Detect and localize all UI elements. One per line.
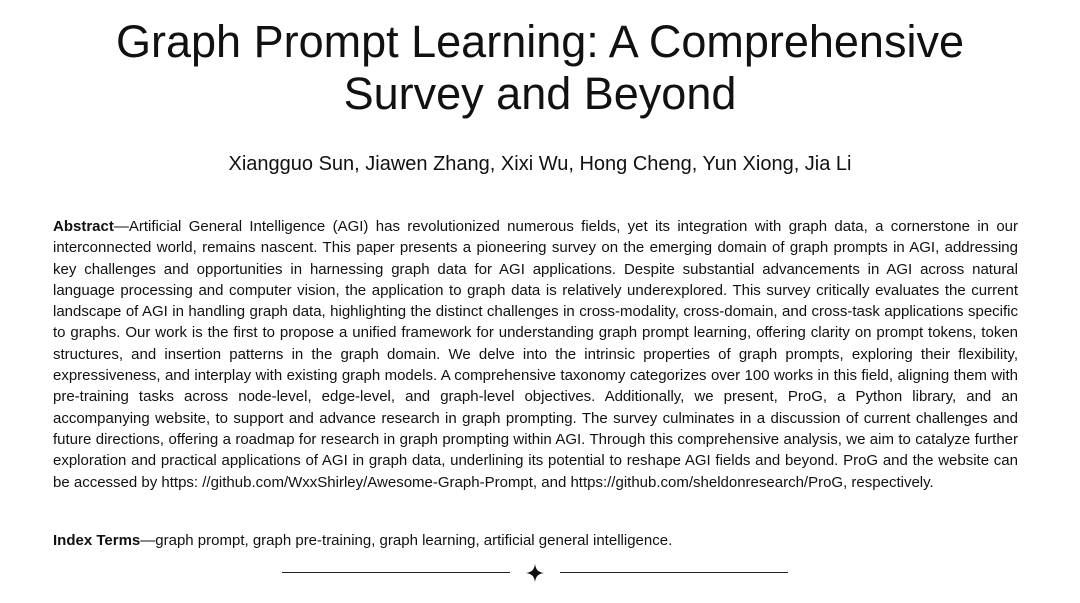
index-terms	[53, 530, 1018, 551]
author-list: Xiangguo Sun, Jiawen Zhang, Xixi Wu, Hong Cheng, Yun Xiong, Jia Li	[228, 153, 852, 175]
index-terms-label: Index Terms	[53, 532, 141, 549]
index-terms-body: —graph prompt, graph pre-training, graph learning, artificial general intelligence.	[140, 532, 673, 549]
abstract-label: Abstract	[53, 218, 114, 235]
divider-left-rule	[282, 572, 510, 573]
abstract	[53, 216, 1018, 493]
divider-right-rule	[560, 572, 788, 573]
paper-title-line-2: Survey and Beyond	[343, 68, 737, 119]
abstract-body: —Artificial General Intelligence (AGI) has revolutionized numerous fields, yet its integration with graph data, a cornerstone in our interconnected world, remains nascent. This paper presents a pioneering survey on the emerging domain of graph prompts in AGI, addressing key challenges and opportunities in harnessing graph data for AGI applications. Despite substantial advancements in AGI across natural language processing and computer vision, the application to graph data is relatively underexplored. This survey critically evaluates the current landscape of AGI in handling graph data, highlighting the distinct challenges in cross-modality, cross-domain, and cross-task applications specific to graphs. Our work is the first to propose a unified framework for understanding graph prompt learning, offering clarity on prompt tokens, token structures, and insertion patterns in the graph domain. We delve into the intrinsic properties of graph prompts, exploring their flexibility, expressiveness, and interplay with existing graph models. A comprehensive taxonomy categorizes over 100 works in this field, aligning them with pre-training tasks across node-level, edge-level, and graph-level objectives. Additionally, we present, ProG, a Python library, and an accompanying website, to support and advance research in graph prompting. The survey culminates in a discussion of current challenges and future directions, offering a roadmap for research in graph prompting within AGI. Through this comprehensive analysis, we aim to catalyze further exploration and practical applications of AGI in graph data, underlining its potential to reshape AGI fields and beyond. ProG and the website can be accessed by https: //github.com/WxxShirley/Awesome-Graph-Prompt, and https://github.com/sheldonresearch/ProG, respectively.	[53, 218, 1018, 491]
diamond-star-icon	[524, 562, 546, 584]
paper-title-line-1: Graph Prompt Learning: A Comprehensive	[116, 16, 964, 67]
paper-title	[0, 16, 1080, 120]
